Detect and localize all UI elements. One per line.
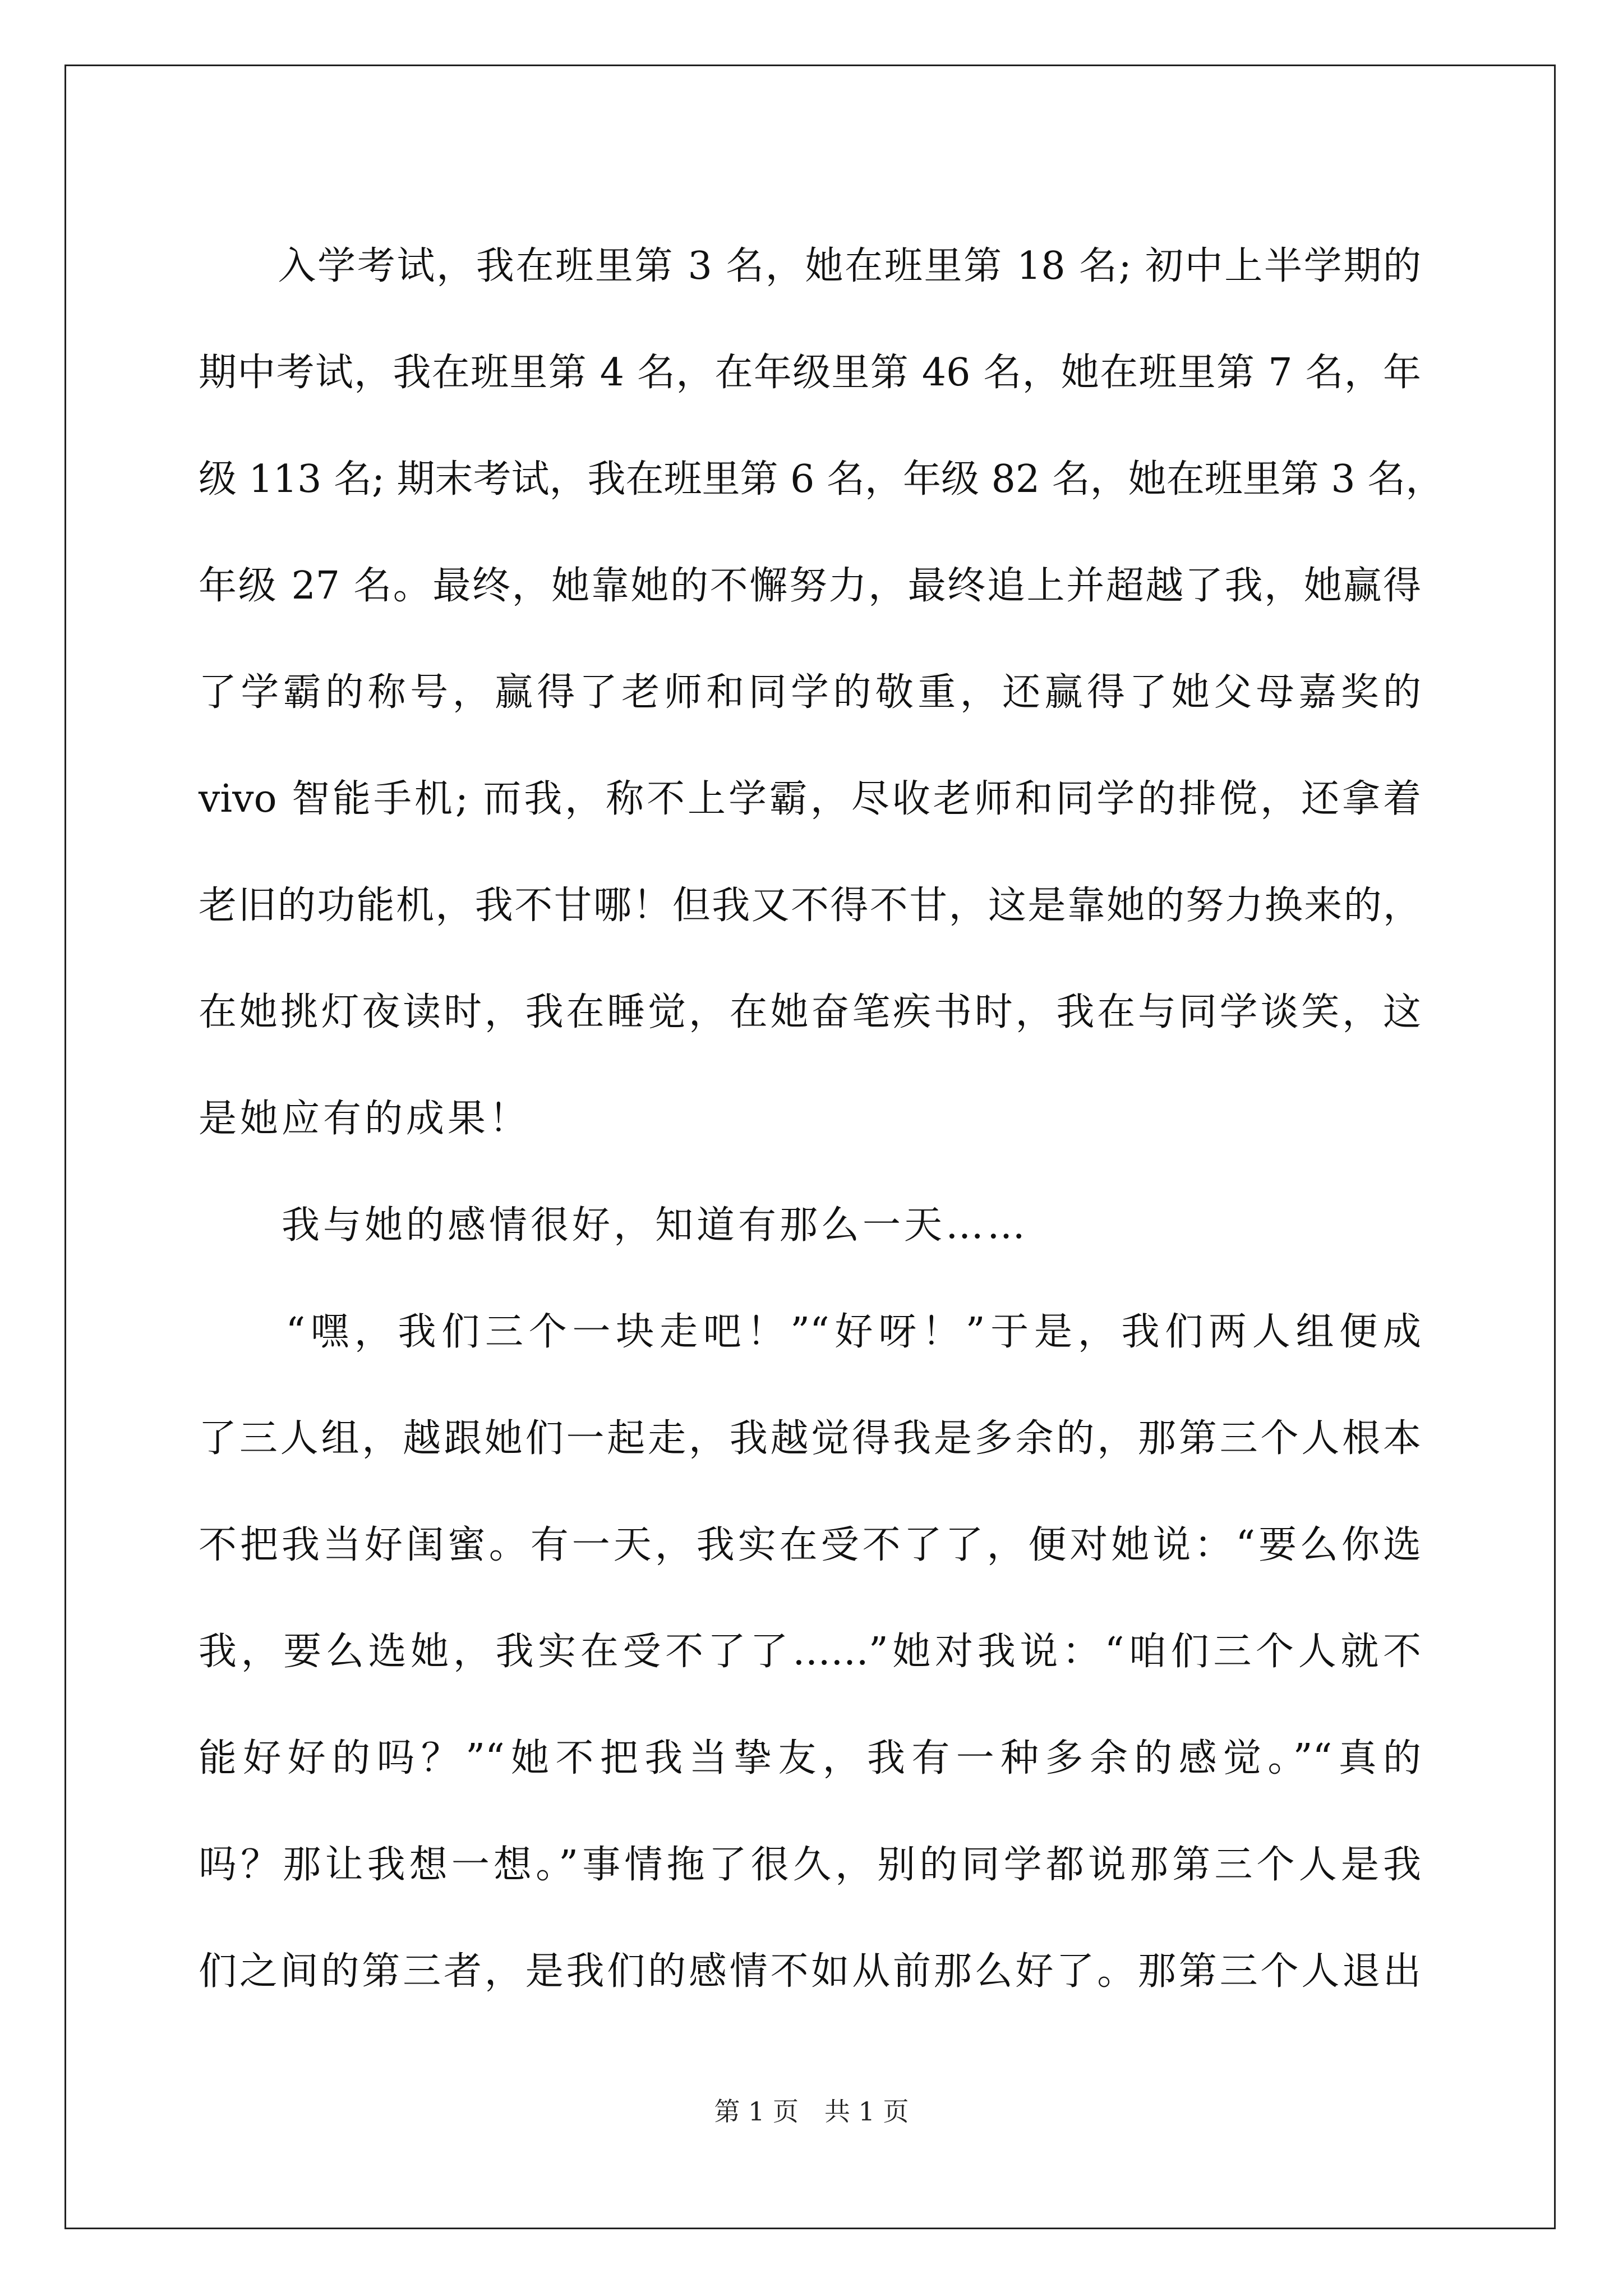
text-line: 年级 27 名。最终，她靠她的不懈努力，最终追上并超越了我，她赢得 [199,564,1421,608]
text-line: 入学考试，我在班里第 3 名，她在班里第 18 名; 初中上半学期的 [199,244,1421,288]
text-line: 我，要么选她，我实在受不了了……”她对我说：“咱们三个人就不 [199,1630,1421,1674]
text-line: 在她挑灯夜读时，我在睡觉，在她奋笔疾书时，我在与同学谈笑，这 [199,990,1421,1034]
text-line: 级 113 名; 期末考试，我在班里第 6 名，年级 82 名，她在班里第 3 名， [199,457,1444,501]
text-line: 老旧的功能机，我不甘哪！但我又不得不甘，这是靠她的努力换来的， [199,884,1421,928]
text-line: 了学霸的称号，赢得了老师和同学的敬重，还赢得了她父母嘉奖的 [199,670,1421,715]
text-line: 们之间的第三者，是我们的感情不如从前那么好了。那第三个人退出 [199,1949,1421,1994]
text-line: “嘿，我们三个一块走吧！”“好呀！”于是，我们两人组便成 [199,1310,1421,1354]
text-line: 我与她的感情很好，知道有那么一天…… [199,1203,1029,1248]
document-body [199,213,1444,2025]
text-line: 是她应有的成果！ [199,1097,531,1141]
text-line: 期中考试，我在班里第 4 名，在年级里第 46 名，她在班里第 7 名，年 [199,351,1421,395]
page-number-footer: 第 1 页 共 1 页 [714,2096,909,2127]
text-line: 吗？那让我想一想。”事情拖了很久，别的同学都说那第三个人是我 [199,1843,1421,1887]
text-line: 不把我当好闺蜜。有一天，我实在受不了了，便对她说：“要么你选 [199,1523,1421,1567]
text-line: 能好好的吗？”“她不把我当挚友，我有一种多余的感觉。”“真的 [199,1736,1421,1780]
text-line: 了三人组，越跟她们一起走，我越觉得我是多余的，那第三个人根本 [199,1416,1421,1461]
text-line: vivo 智能手机; 而我，称不上学霸，尽收老师和同学的排傥，还拿着 [199,777,1421,821]
